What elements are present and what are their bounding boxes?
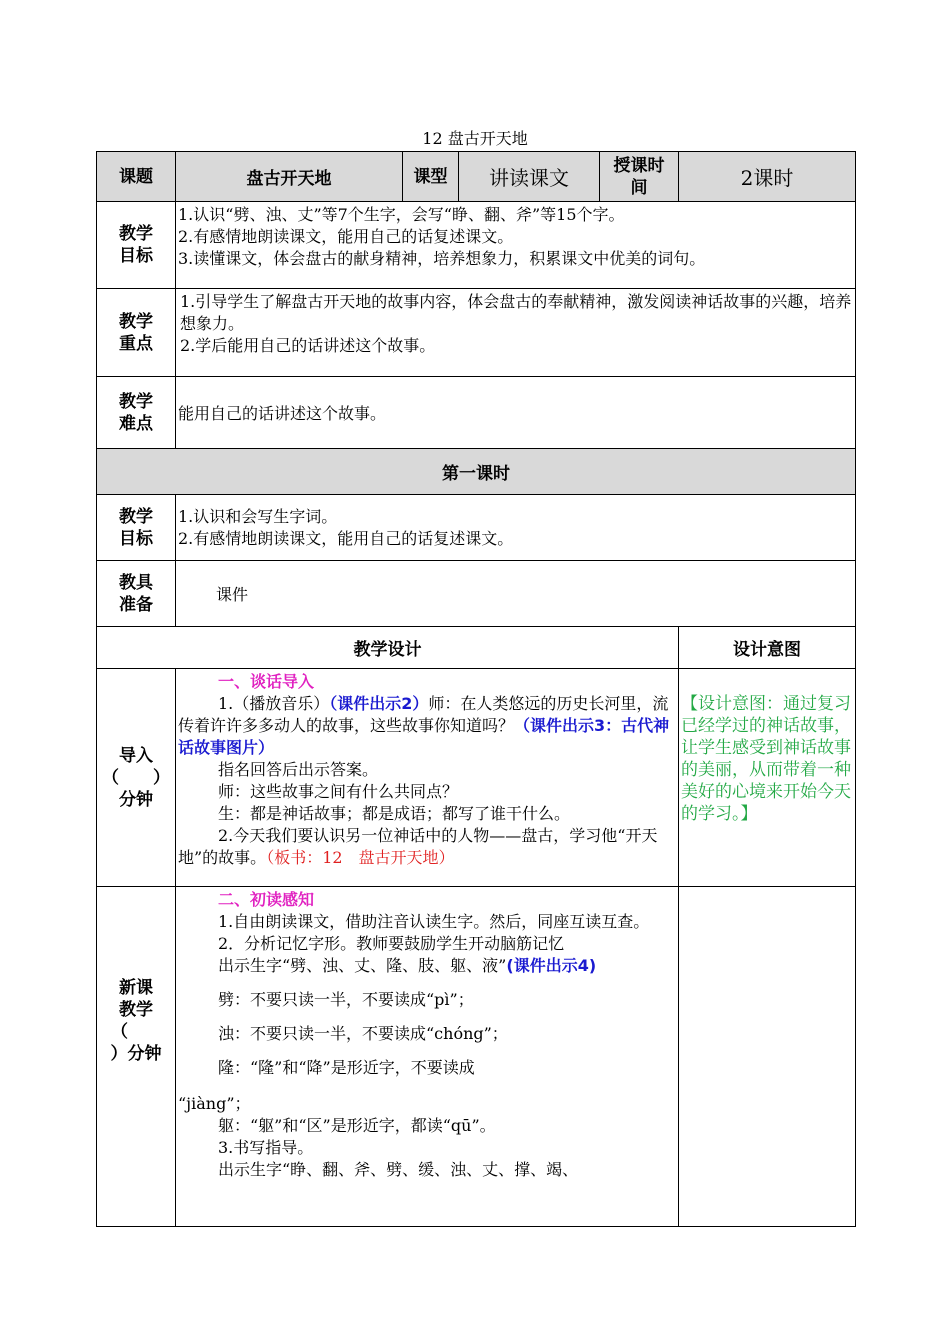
lesson1-goals-row: [97, 495, 856, 561]
lesson1-goal-line: 1.认识和会写生字词。: [178, 506, 338, 526]
key-point-line: 1.引导学生了解盘古开天地的故事内容，体会盘古的奉献精神，激发阅读神话故事的兴趣，培养想象力。: [180, 292, 852, 333]
intro-paragraph: 师：这些故事之间有什么共同点？: [218, 782, 459, 801]
new-lesson-heading: 二、初读感知: [218, 890, 315, 909]
new-lesson-text: 出示生字“劈、浊、丈、隆、肢、躯、液”: [218, 956, 507, 975]
lesson1-title: 第一课时: [97, 449, 856, 495]
new-lesson-paragraph: “jiàng”；: [178, 1094, 251, 1113]
new-lesson-label: [97, 887, 176, 1227]
new-lesson-paragraph: 躯：“躯”和“区”是形近字，都读“qū”。: [218, 1116, 496, 1135]
topic-value: 盘古开天地: [176, 152, 403, 202]
key-points-row: [97, 289, 856, 377]
tools-content: 课件: [176, 561, 856, 627]
new-lesson-paragraph: 浊：不要只读一半，不要读成“chóng”；: [218, 1024, 508, 1043]
blackboard-note: （板书：12 盘古开天地）: [266, 848, 455, 867]
time-label: 授课时间: [600, 152, 679, 202]
design-label: 教学设计: [97, 627, 679, 669]
new-lesson-label-line: （: [111, 1022, 128, 1042]
time-value: 2课时: [679, 152, 856, 202]
goals-row: [97, 202, 856, 289]
lesson1-goal-line: 2.有感情地朗读课文，能用自己的话复述课文。: [178, 528, 514, 548]
new-lesson-paragraph: 劈：不要只读一半，不要读成“pì”；: [218, 990, 474, 1009]
difficulty-label: 教学难点: [97, 377, 176, 449]
intent-label: 设计意图: [679, 627, 856, 669]
intro-text: 1.（播放音乐）: [218, 694, 330, 713]
intro-label-top: 导入: [119, 745, 153, 766]
goals-content: [176, 202, 856, 289]
document-title: 12 盘古开天地: [422, 129, 528, 148]
lesson1-goals-label: 教学目标: [97, 495, 176, 561]
intro-paragraph: [178, 693, 676, 759]
intro-text: 2.今天我们要认识另一位神话中的人物——盘古，学习他“开天地”的故事。: [178, 826, 658, 867]
new-lesson-paragraph: 出示生字“睁、翻、斧、劈、缓、浊、丈、撑、竭、: [218, 1160, 579, 1179]
difficulty-row: [97, 377, 856, 449]
difficulty-content: 能用自己的话讲述这个故事。: [176, 377, 856, 449]
new-lesson-paragraph: 隆：“隆”和“降”是形近字，不要读成: [218, 1058, 475, 1077]
lesson-plan-table: [96, 151, 856, 1227]
lesson1-title-row: [97, 449, 856, 495]
type-value: 讲读课文: [459, 152, 600, 202]
key-point-line: 2.学后能用自己的话讲述这个故事。: [180, 336, 436, 355]
intro-label-paren: （ ）: [102, 767, 170, 788]
new-lesson-label-line: 新课: [119, 978, 153, 998]
topic-label: 课题: [97, 152, 176, 202]
intro-paragraph: 指名回答后出示答案。: [218, 760, 379, 779]
lesson1-goals-content: [176, 495, 856, 561]
new-lesson-label-line: ）分钟: [110, 1044, 162, 1064]
tools-label: 教具准备: [97, 561, 176, 627]
new-lesson-paragraph: [178, 955, 676, 977]
intro-paragraph: 生：都是神话故事；都是成语；都写了谁干什么。: [218, 804, 571, 823]
courseware-note: （课件出示2）: [329, 694, 429, 713]
intro-intent: 【设计意图：通过复习已经学过的神话故事，让学生感受到神话故事的美丽，从而带着一种美好的心境来开始今天的学习。】: [679, 669, 856, 887]
goals-label: 教学目标: [97, 202, 176, 289]
new-lesson-label-line: 教学: [119, 1000, 153, 1020]
new-lesson-paragraph: 3.书写指导。: [218, 1138, 314, 1157]
new-lesson-paragraph: 1.自由朗读课文，借助注音认读生字。然后，同座互读互查。: [218, 912, 650, 931]
intro-row: [97, 669, 856, 887]
new-lesson-content: [176, 887, 679, 1227]
type-label: 课型: [403, 152, 459, 202]
design-header-row: [97, 627, 856, 669]
courseware-note: (课件出示4): [506, 956, 597, 975]
intro-content: [176, 669, 679, 887]
intro-label-bottom: 分钟: [119, 789, 153, 810]
tools-row: [97, 561, 856, 627]
new-lesson-row: [97, 887, 856, 1227]
new-lesson-paragraph: 2．分析记忆字形。教师要鼓励学生开动脑筋记忆: [218, 934, 565, 953]
goal-line: 3.读懂课文，体会盘古的献身精神，培养想象力，积累课文中优美的词句。: [178, 249, 706, 268]
key-points-content: [176, 289, 856, 377]
intro-text: 师：在人类悠远的历史长河里，流传着许许多多动人的故事，这些故事你知道吗？: [178, 694, 669, 735]
new-lesson-intent: [679, 887, 856, 1227]
intro-label: [97, 669, 176, 887]
intro-heading: 一、谈话导入: [218, 672, 315, 691]
goal-line: 2.有感情地朗读课文，能用自己的话复述课文。: [178, 227, 514, 246]
goal-line: 1.认识“劈、浊、丈”等7个生字，会写“睁、翻、斧”等15个字。: [178, 205, 625, 224]
header-row: [97, 152, 856, 202]
key-points-label: 教学重点: [97, 289, 176, 377]
intro-paragraph: [178, 825, 676, 869]
courseware-note: （课件出示3：古代神话故事图片）: [178, 716, 670, 757]
